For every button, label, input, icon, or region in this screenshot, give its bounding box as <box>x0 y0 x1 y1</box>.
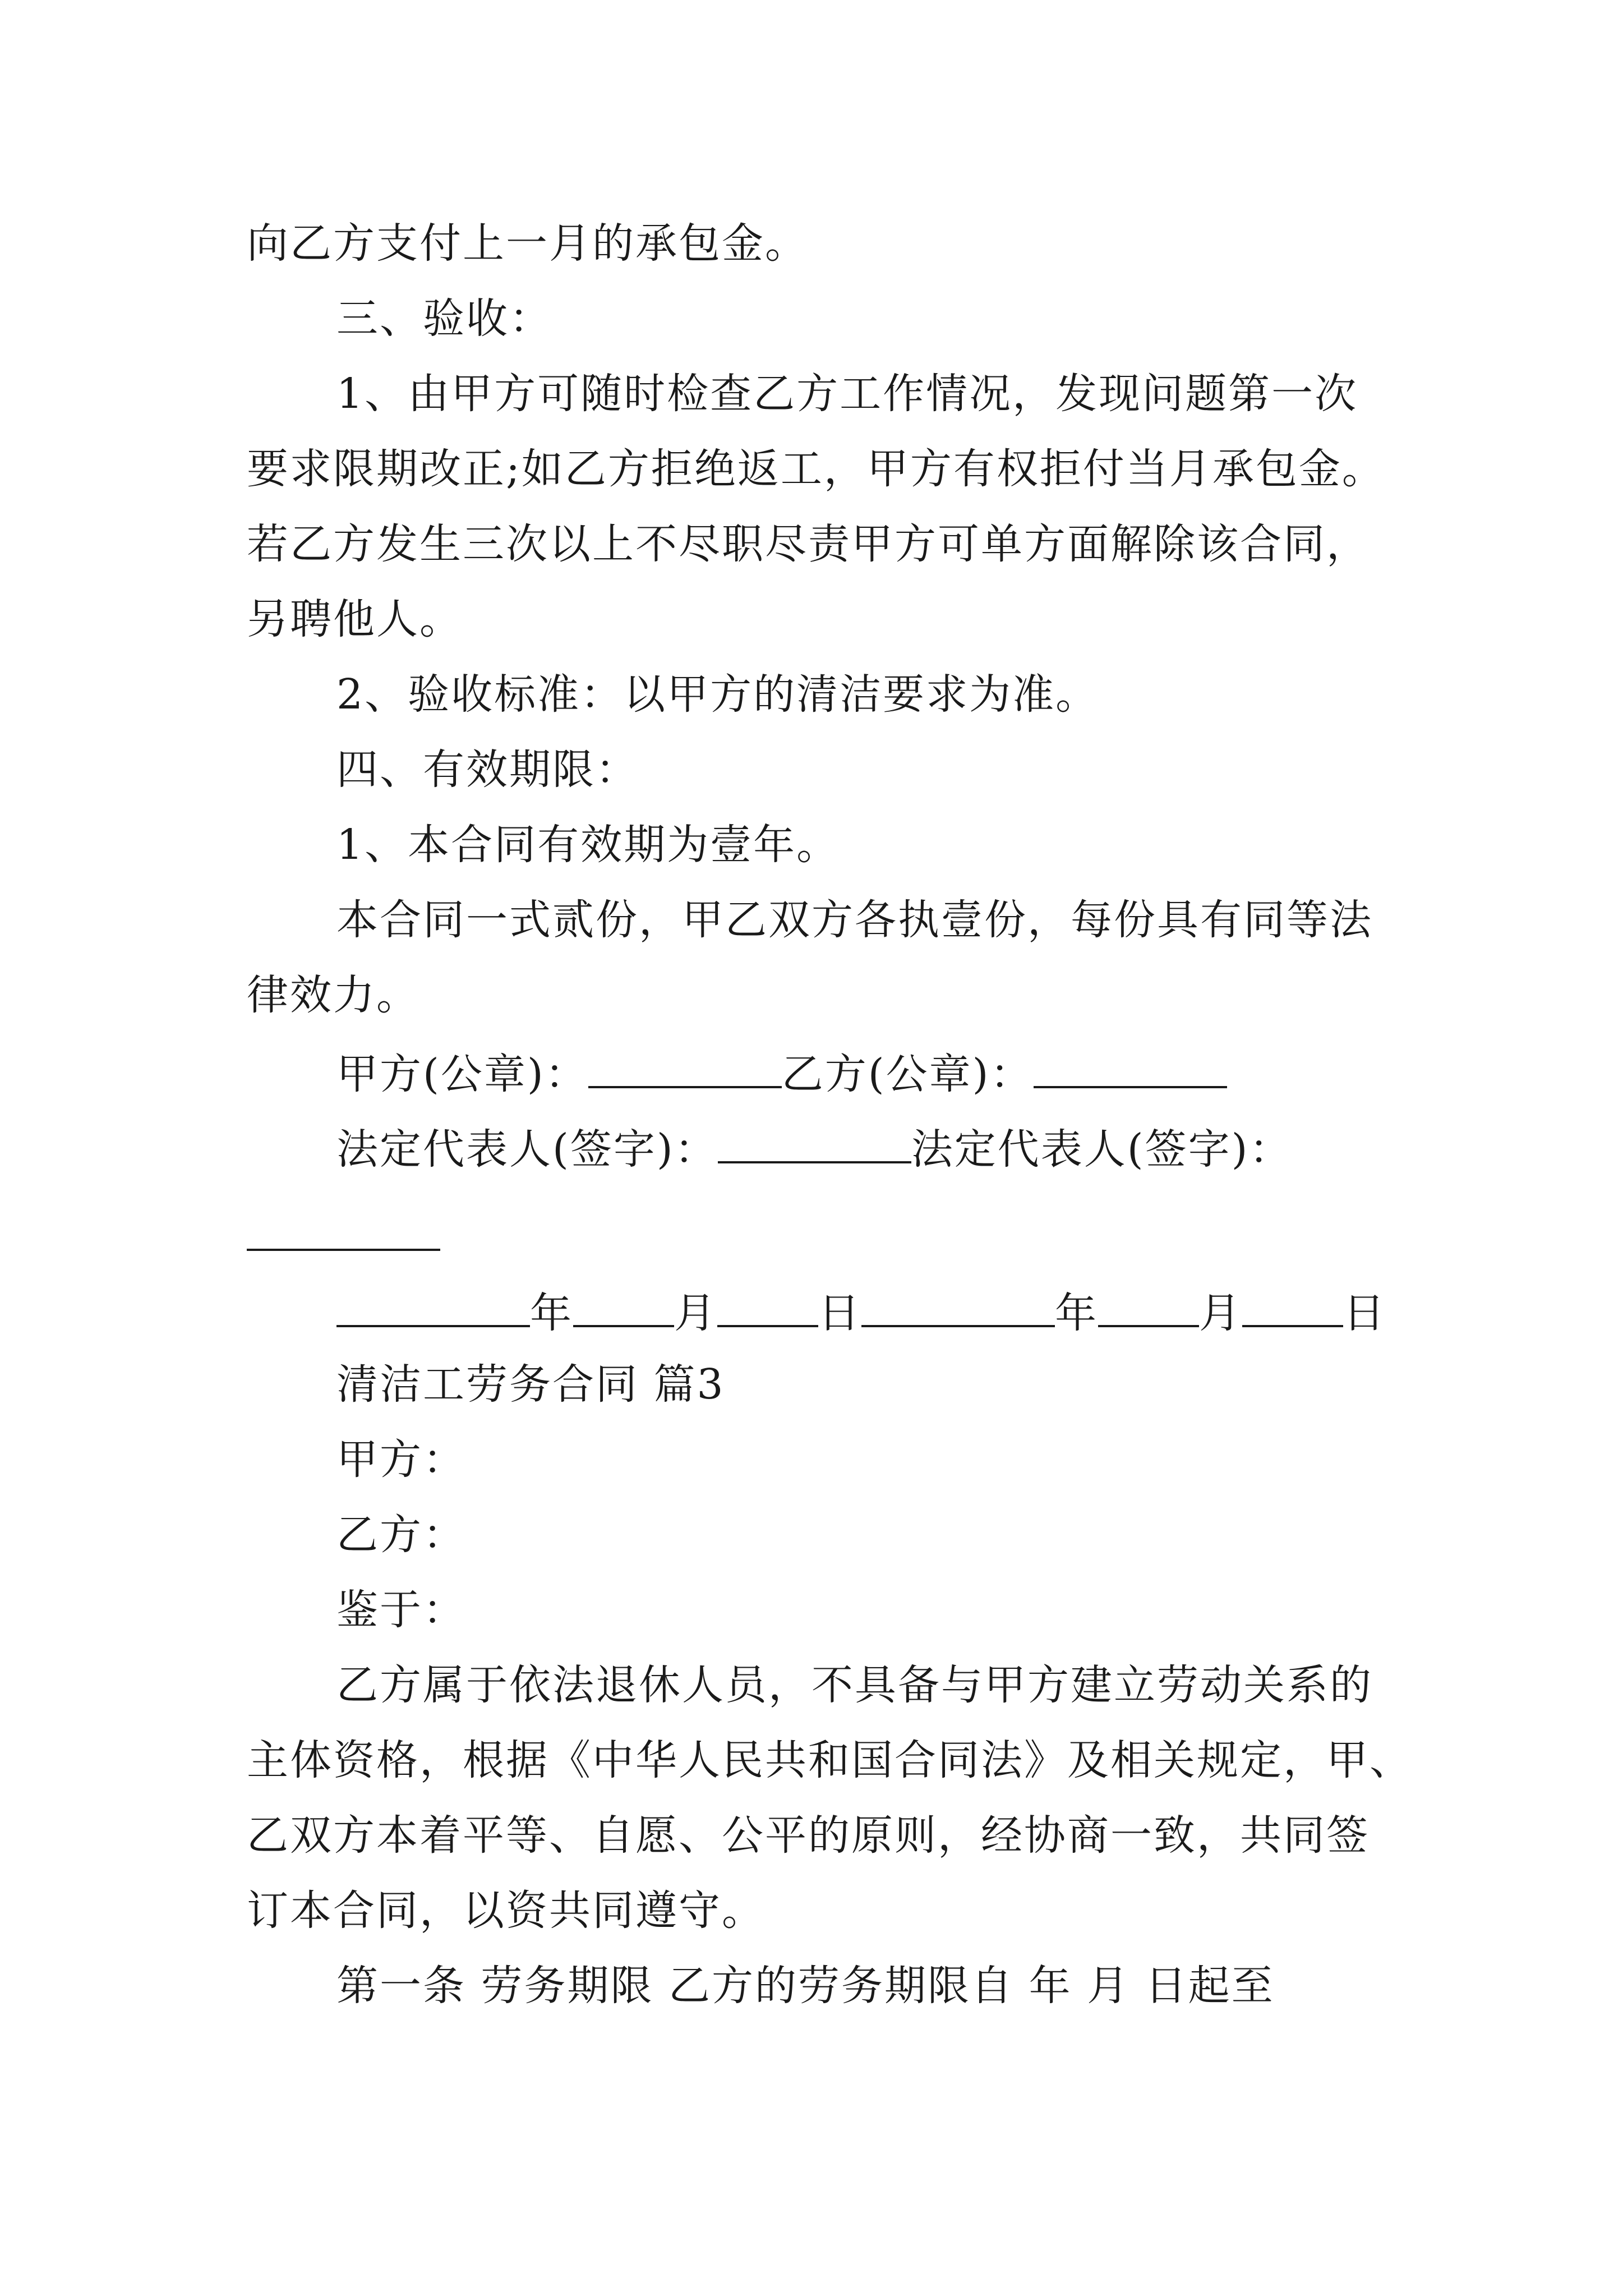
year-a-label: 年 <box>530 1289 573 1337</box>
paragraph-line: 第一条 劳务期限 乙方的劳务期限自 年 月 日起至 <box>336 1962 1275 2010</box>
paragraph-line: 1、由甲方可随时检查乙方工作情况，发现问题第一次 <box>336 370 1358 418</box>
rep-b-label: 法定代表人(签字)： <box>911 1125 1293 1174</box>
date-row <box>336 1281 1386 1341</box>
paragraph-line: 乙双方本着平等、自愿、公平的原则，经协商一致，共同签 <box>247 1811 1370 1860</box>
year-a-blank <box>336 1281 530 1327</box>
section-title: 清洁工劳务合同 篇3 <box>336 1360 725 1409</box>
month-a-label: 月 <box>674 1289 717 1337</box>
party-b-seal-label: 乙方(公章)： <box>781 1050 1034 1098</box>
seal-row <box>336 1042 1227 1102</box>
month-a-blank <box>573 1281 674 1327</box>
paragraph-line: 乙方属于依法退休人员，不具备与甲方建立劳动关系的 <box>336 1661 1373 1709</box>
paragraph-line: 向乙方支付上一月的承包金。 <box>247 219 808 268</box>
party-b-seal-blank <box>1034 1042 1227 1088</box>
rep-a-label: 法定代表人(签字)： <box>336 1125 718 1174</box>
paragraph-line: 订本合同，以资共同遵守。 <box>247 1887 765 1935</box>
paragraph-line: 另聘他人。 <box>247 595 463 643</box>
month-b-label: 月 <box>1199 1289 1242 1337</box>
paragraph-line: 要求限期改正;如乙方拒绝返工，甲方有权拒付当月承包金。 <box>247 445 1385 493</box>
day-a-label: 日 <box>818 1289 861 1337</box>
paragraph-line: 2、验收标准：以甲方的清洁要求为准。 <box>336 670 1099 719</box>
day-b-blank <box>1242 1281 1343 1327</box>
rep-b-blank <box>247 1249 440 1251</box>
party-b-label: 乙方： <box>336 1511 466 1559</box>
party-a-seal-label: 甲方(公章)： <box>336 1050 588 1098</box>
section-heading: 三、验收： <box>336 295 552 343</box>
year-b-blank <box>861 1281 1055 1327</box>
party-a-label: 甲方： <box>336 1435 466 1484</box>
party-a-seal-blank <box>588 1042 782 1088</box>
day-b-label: 日 <box>1343 1289 1386 1337</box>
rep-a-blank <box>718 1117 911 1163</box>
paragraph-line: 主体资格，根据《中华人民共和国合同法》及相关规定，甲、 <box>247 1736 1413 1784</box>
year-b-label: 年 <box>1055 1289 1098 1337</box>
paragraph-line: 本合同一式贰份，甲乙双方各执壹份，每份具有同等法 <box>336 896 1373 944</box>
paragraph-line: 律效力。 <box>247 971 419 1019</box>
representative-row <box>336 1117 1293 1177</box>
whereas-label: 鉴于： <box>336 1586 466 1634</box>
month-b-blank <box>1098 1281 1199 1327</box>
paragraph-line: 1、本合同有效期为壹年。 <box>336 821 840 869</box>
section-heading: 四、有效期限： <box>336 746 639 794</box>
day-a-blank <box>717 1281 818 1327</box>
paragraph-line: 若乙方发生三次以上不尽职尽责甲方可单方面解除该合同， <box>247 520 1370 568</box>
